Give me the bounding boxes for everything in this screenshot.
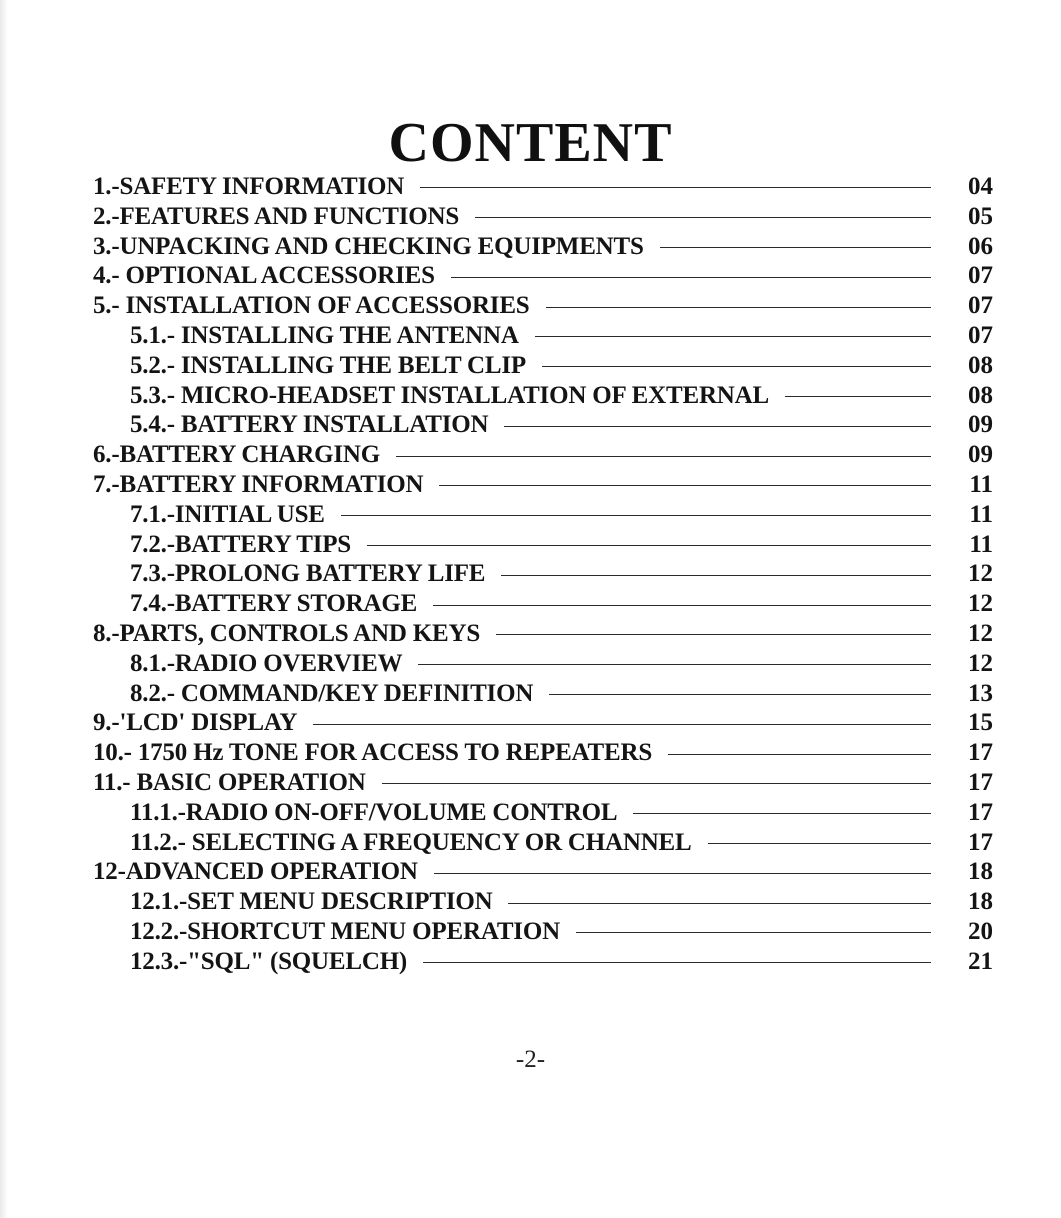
toc-entry[interactable]: [93, 679, 993, 709]
toc-entry-page: 18: [968, 888, 993, 916]
toc-entry-label: 5.2.- INSTALLING THE BELT CLIP: [130, 351, 526, 379]
toc-entry-page: 15: [968, 709, 993, 737]
toc-entry-label: 6.-BATTERY CHARGING: [93, 441, 381, 469]
toc-entry[interactable]: [93, 232, 993, 262]
toc-entry-label: 12.1.-SET MENU DESCRIPTION: [130, 888, 493, 916]
toc-entry-page: 17: [968, 768, 993, 796]
toc-entry-page: 07: [968, 262, 993, 290]
toc-entry-page: 11: [969, 530, 993, 558]
toc-entry[interactable]: [93, 321, 993, 351]
toc-entry[interactable]: [93, 559, 993, 589]
toc-entry[interactable]: [93, 500, 993, 530]
toc-entry-label: 4.- OPTIONAL ACCESSORIES: [93, 262, 435, 290]
toc-leader-line: [418, 664, 931, 665]
page-edge-shadow: [0, 0, 8, 1218]
toc-leader-line: [501, 575, 931, 576]
toc-entry-page: 11: [969, 500, 993, 528]
toc-leader-line: [382, 783, 931, 784]
toc-entry-page: 07: [968, 292, 993, 320]
toc-entry-page: 17: [968, 739, 993, 767]
toc-entry-page: 04: [968, 173, 993, 200]
toc-entry[interactable]: [93, 530, 993, 560]
toc-entry-label: 7.4.-BATTERY STORAGE: [130, 590, 418, 618]
toc-entry-page: 12: [968, 560, 993, 588]
toc-entry-label: 11.- BASIC OPERATION: [93, 768, 366, 796]
toc-leader-line: [420, 187, 931, 188]
toc-leader-line: [508, 903, 931, 904]
toc-entry-label: 5.3.- MICRO-HEADSET INSTALLATION OF EXTERNAL: [130, 381, 769, 409]
toc-entry-label: 7.-BATTERY INFORMATION: [93, 470, 424, 498]
toc-leader-line: [660, 247, 931, 248]
toc-leader-line: [546, 307, 931, 308]
toc-entry[interactable]: [93, 589, 993, 619]
toc-entry-page: 12: [968, 619, 993, 647]
toc-entry-label: 5.4.- BATTERY INSTALLATION: [130, 411, 489, 439]
page-number: -2-: [515, 1046, 546, 1073]
toc-entry-label: 12-ADVANCED OPERATION: [93, 858, 418, 886]
toc-entry-page: 08: [968, 381, 993, 409]
toc-entry-label: 1.-SAFETY INFORMATION: [93, 173, 405, 200]
toc-entry-page: 12: [968, 649, 993, 677]
toc-entry-label: 8.2.- COMMAND/KEY DEFINITION: [130, 679, 534, 707]
toc-entry-label: 8.1.-RADIO OVERVIEW: [130, 649, 403, 677]
toc-leader-line: [785, 396, 931, 397]
toc-leader-line: [451, 277, 931, 278]
toc-entry-page: 12: [968, 590, 993, 618]
table-of-contents: [93, 172, 993, 977]
toc-leader-line: [542, 366, 931, 367]
toc-leader-line: [496, 634, 931, 635]
toc-entry[interactable]: [93, 202, 993, 232]
toc-leader-line: [576, 932, 931, 933]
toc-entry[interactable]: [93, 172, 993, 202]
toc-entry[interactable]: [93, 261, 993, 291]
toc-entry-page: 20: [968, 917, 993, 945]
toc-entry[interactable]: [93, 947, 993, 977]
toc-leader-line: [535, 336, 931, 337]
toc-entry-page: 13: [968, 679, 993, 707]
toc-leader-line: [434, 873, 931, 874]
toc-leader-line: [668, 754, 931, 755]
toc-leader-line: [367, 545, 931, 546]
toc-entry-label: 5.- INSTALLATION OF ACCESSORIES: [93, 292, 530, 320]
toc-entry-label: 11.2.- SELECTING A FREQUENCY OR CHANNEL: [130, 828, 692, 856]
toc-leader-line: [475, 217, 931, 218]
toc-entry[interactable]: [93, 351, 993, 381]
toc-entry[interactable]: [93, 768, 993, 798]
toc-entry-label: 12.3.-"SQL" (SQUELCH): [130, 947, 408, 975]
toc-entry-label: 12.2.-SHORTCUT MENU OPERATION: [130, 917, 560, 945]
toc-entry[interactable]: [93, 291, 993, 321]
toc-leader-line: [633, 813, 931, 814]
toc-leader-line: [313, 724, 931, 725]
toc-leader-line: [396, 456, 931, 457]
toc-entry[interactable]: [93, 470, 993, 500]
toc-entry[interactable]: [93, 887, 993, 917]
toc-leader-line: [423, 962, 931, 963]
toc-entry-label: 7.1.-INITIAL USE: [130, 500, 325, 528]
toc-entry-page: 09: [968, 441, 993, 469]
toc-entry-page: 09: [968, 411, 993, 439]
toc-entry-label: 10.- 1750 Hz TONE FOR ACCESS TO REPEATERS: [93, 739, 653, 767]
toc-entry[interactable]: [93, 708, 993, 738]
toc-entry[interactable]: [93, 798, 993, 828]
toc-entry[interactable]: [93, 381, 993, 411]
toc-entry[interactable]: [93, 649, 993, 679]
toc-entry[interactable]: [93, 410, 993, 440]
toc-leader-line: [439, 485, 931, 486]
toc-entry[interactable]: [93, 857, 993, 887]
toc-entry-label: 7.2.-BATTERY TIPS: [130, 530, 352, 558]
toc-entry-label: 3.-UNPACKING AND CHECKING EQUIPMENTS: [93, 232, 644, 260]
toc-entry[interactable]: [93, 619, 993, 649]
toc-entry-page: 05: [968, 202, 993, 230]
toc-leader-line: [504, 426, 931, 427]
toc-leader-line: [549, 694, 931, 695]
toc-leader-line: [708, 843, 932, 844]
toc-entry-page: 08: [968, 351, 993, 379]
toc-entry-label: 9.-'LCD' DISPLAY: [93, 709, 298, 737]
page-title: CONTENT: [388, 111, 673, 174]
toc-entry[interactable]: [93, 440, 993, 470]
toc-entry[interactable]: [93, 917, 993, 947]
toc-entry[interactable]: [93, 738, 993, 768]
toc-entry-page: 18: [968, 858, 993, 886]
toc-entry-label: 11.1.-RADIO ON-OFF/VOLUME CONTROL: [130, 798, 618, 826]
toc-entry-page: 06: [968, 232, 993, 260]
toc-entry-label: 2.-FEATURES AND FUNCTIONS: [93, 202, 460, 230]
toc-entry-label: 8.-PARTS, CONTROLS AND KEYS: [93, 619, 481, 647]
toc-leader-line: [341, 515, 931, 516]
toc-entry-page: 17: [968, 828, 993, 856]
toc-entry-page: 21: [968, 947, 993, 975]
toc-entry-page: 07: [968, 321, 993, 349]
toc-entry-page: 17: [968, 798, 993, 826]
toc-entry-page: 11: [969, 470, 993, 498]
toc-leader-line: [433, 605, 931, 606]
toc-entry[interactable]: [93, 828, 993, 858]
toc-entry-label: 7.3.-PROLONG BATTERY LIFE: [130, 560, 486, 588]
toc-entry-label: 5.1.- INSTALLING THE ANTENNA: [130, 321, 519, 349]
